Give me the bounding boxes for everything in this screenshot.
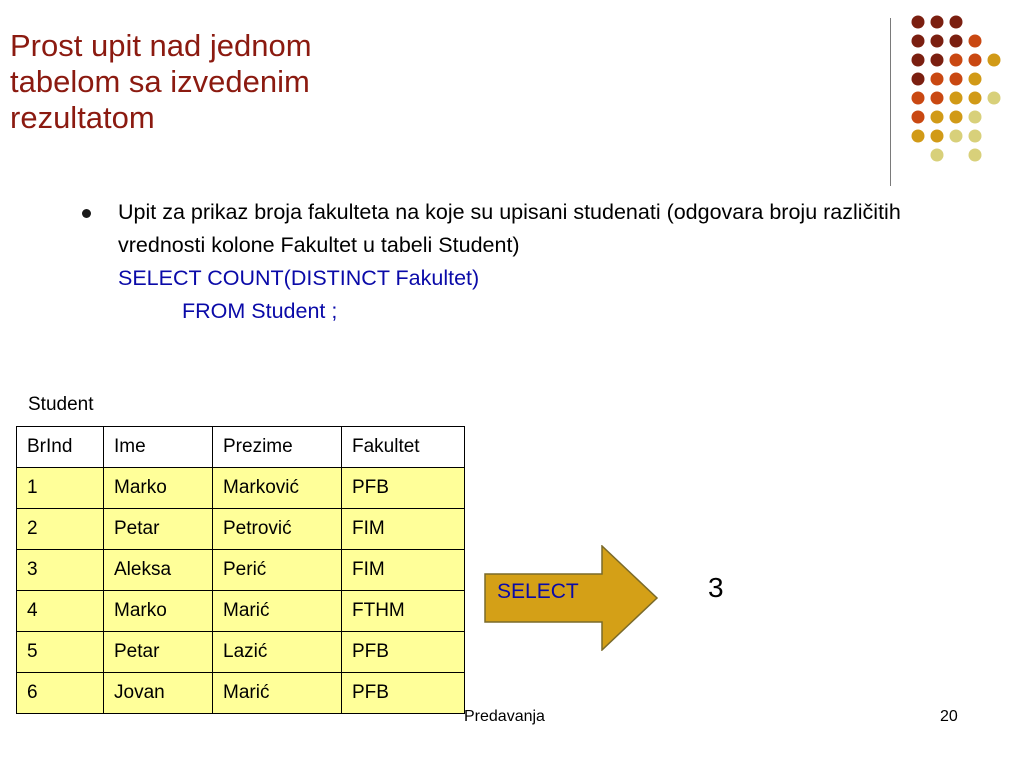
- decorative-dot: [969, 130, 982, 143]
- decorative-dot: [931, 111, 944, 124]
- decorative-dot: [931, 92, 944, 105]
- table-cell: 4: [17, 591, 104, 632]
- decorative-dot: [931, 54, 944, 67]
- decorative-dot: [912, 16, 925, 29]
- table-row: [17, 550, 465, 591]
- table-cell: Petar: [104, 509, 213, 550]
- decorative-dot: [931, 73, 944, 86]
- table-cell: FIM: [342, 550, 465, 591]
- slide-title: Prost upit nad jednom tabelom sa izvedenim rezultatom: [10, 28, 312, 135]
- table-cell: 5: [17, 632, 104, 673]
- bullet-item: [82, 196, 902, 328]
- decorative-dot: [969, 73, 982, 86]
- decorative-dot: [988, 92, 1001, 105]
- table-cell: Marić: [213, 591, 342, 632]
- decorative-dot: [969, 54, 982, 67]
- decorative-dot: [912, 73, 925, 86]
- divider-line: [890, 18, 891, 186]
- decorative-dot: [931, 130, 944, 143]
- table-cell: 3: [17, 550, 104, 591]
- table-cell: Marković: [213, 468, 342, 509]
- decorative-dot: [950, 92, 963, 105]
- table-header-row: [17, 427, 465, 468]
- query-result: 3: [708, 572, 724, 603]
- table-cell: 2: [17, 509, 104, 550]
- decorative-dot: [950, 111, 963, 124]
- sql-line-2: FROM Student ;: [182, 299, 338, 323]
- table-cell: Marić: [213, 673, 342, 714]
- table-cell: PFB: [342, 632, 465, 673]
- decorative-dot: [969, 149, 982, 162]
- bullet-text: Upit za prikaz broja fakulteta na koje su upisani studenati (odgovara broju različitih vrednosti kolone Fakultet u tabeli Student): [118, 200, 901, 257]
- table-row: [17, 509, 465, 550]
- table-cell: 1: [17, 468, 104, 509]
- decorative-dot: [931, 16, 944, 29]
- table-cell: Petrović: [213, 509, 342, 550]
- table-cell: Aleksa: [104, 550, 213, 591]
- decorative-dot: [950, 16, 963, 29]
- table-caption: Student: [28, 394, 94, 415]
- decorative-dot: [931, 35, 944, 48]
- column-header: Ime: [104, 427, 213, 468]
- decorative-dot: [950, 54, 963, 67]
- decorative-dot: [969, 92, 982, 105]
- student-table: [16, 426, 465, 714]
- bullet-icon: [82, 209, 91, 218]
- decorative-dot: [950, 130, 963, 143]
- decorative-dot-grid: [0, 0, 1024, 180]
- decorative-dot: [912, 111, 925, 124]
- table-cell: PFB: [342, 673, 465, 714]
- select-label: SELECT: [497, 580, 579, 603]
- decorative-dot: [912, 92, 925, 105]
- table-cell: Lazić: [213, 632, 342, 673]
- table-row: [17, 468, 465, 509]
- decorative-dot: [912, 35, 925, 48]
- table-row: [17, 632, 465, 673]
- decorative-dot: [969, 111, 982, 124]
- table-cell: FTHM: [342, 591, 465, 632]
- table-cell: Perić: [213, 550, 342, 591]
- table-cell: FIM: [342, 509, 465, 550]
- table-cell: Marko: [104, 591, 213, 632]
- column-header: Prezime: [213, 427, 342, 468]
- column-header: BrInd: [17, 427, 104, 468]
- table-cell: PFB: [342, 468, 465, 509]
- decorative-dot: [969, 35, 982, 48]
- footer-text: Predavanja: [464, 708, 545, 725]
- table-row: [17, 591, 465, 632]
- table-row: [17, 673, 465, 714]
- decorative-dot: [912, 130, 925, 143]
- table-cell: Marko: [104, 468, 213, 509]
- decorative-dot: [931, 149, 944, 162]
- sql-line-1: SELECT COUNT(DISTINCT Fakultet): [118, 266, 480, 290]
- table-cell: Jovan: [104, 673, 213, 714]
- table-cell: 6: [17, 673, 104, 714]
- decorative-dot: [950, 73, 963, 86]
- column-header: Fakultet: [342, 427, 465, 468]
- decorative-dot: [950, 35, 963, 48]
- decorative-dot: [912, 54, 925, 67]
- page-number: 20: [940, 708, 958, 725]
- table-cell: Petar: [104, 632, 213, 673]
- decorative-dot: [988, 54, 1001, 67]
